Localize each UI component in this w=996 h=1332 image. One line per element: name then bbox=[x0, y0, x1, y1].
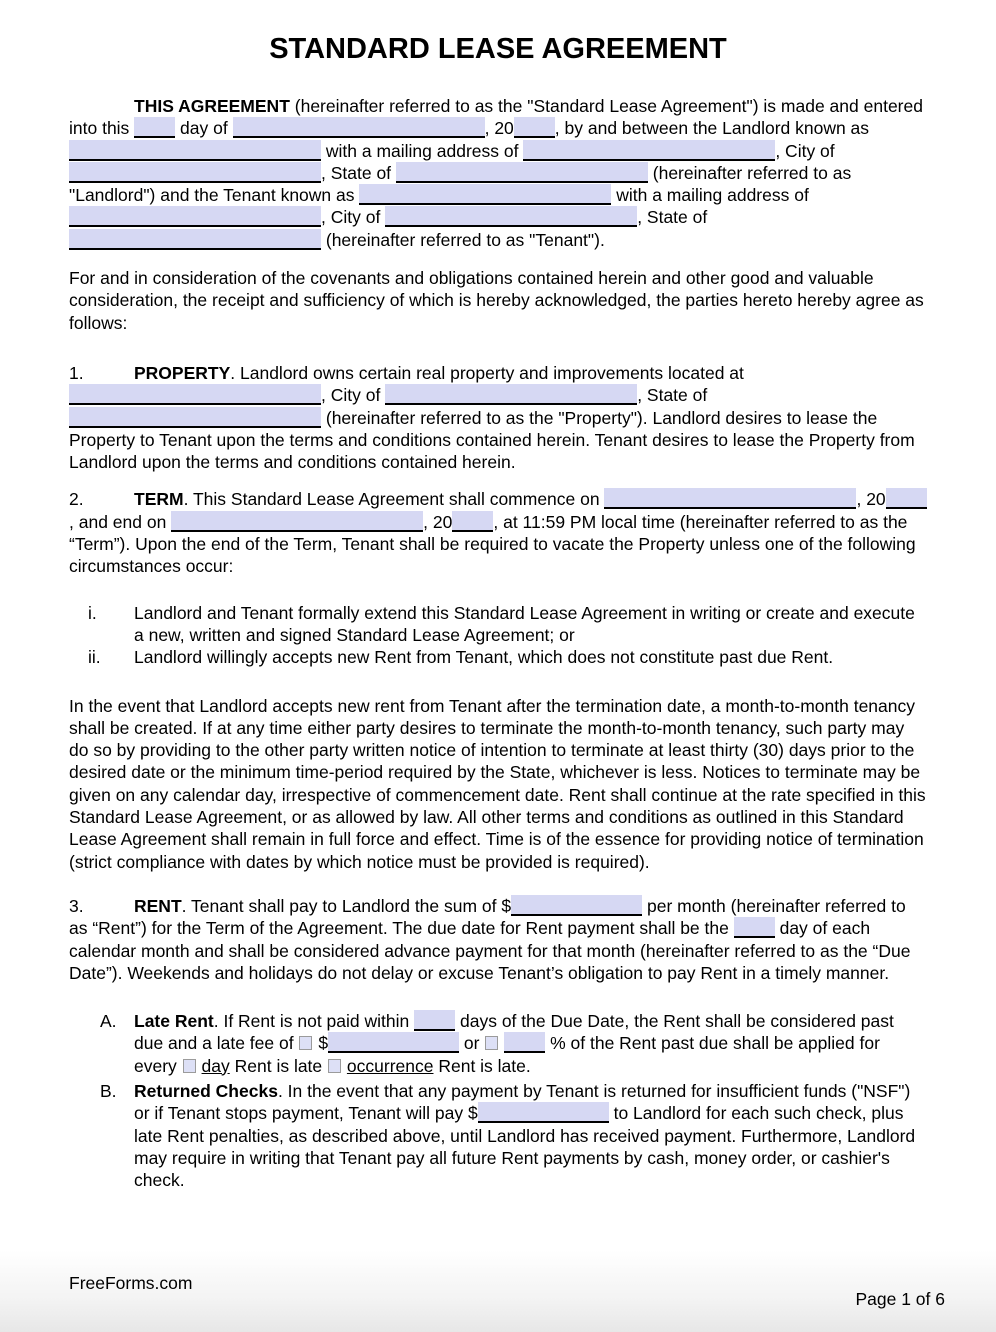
day-of-month-blank[interactable] bbox=[134, 117, 175, 138]
text-run: (hereinafter referred to as the "Property"). Landlord desires to lease the Property to Tenant upon the terms and conditions contained herein. Tenant desires to lease the Property from Landlord upon the terms and conditions contained herein. bbox=[69, 407, 915, 473]
landlord-name-blank[interactable] bbox=[69, 140, 321, 161]
text-run: . Landlord owns certain real property and improvements located at bbox=[230, 362, 744, 383]
text-run: , 20 bbox=[484, 118, 514, 139]
late-rent-item bbox=[69, 1010, 927, 1077]
list-marker: B. bbox=[100, 1080, 117, 1101]
text-run: , and end on bbox=[69, 511, 172, 532]
text-run: THIS AGREEMENT bbox=[134, 96, 290, 116]
start-year-blank[interactable] bbox=[886, 488, 927, 509]
year-blank[interactable] bbox=[514, 117, 555, 138]
late-fee-percent-blank[interactable] bbox=[504, 1032, 545, 1053]
text-run: day of bbox=[175, 118, 233, 139]
text-run: , City of bbox=[321, 207, 386, 228]
nsf-fee-blank[interactable] bbox=[478, 1102, 609, 1123]
late-days-blank[interactable] bbox=[414, 1010, 455, 1031]
text-run: . Tenant shall pay to Landlord the sum of $ bbox=[181, 895, 512, 916]
list-marker: 1. bbox=[69, 362, 84, 383]
consideration-paragraph bbox=[69, 267, 927, 334]
month-to-month-paragraph bbox=[69, 695, 927, 873]
document-body bbox=[69, 95, 927, 1191]
intro-paragraph bbox=[69, 95, 927, 251]
tenant-name-blank[interactable] bbox=[359, 184, 611, 205]
text-run: For and in consideration of the covenants and obligations contained herein and other good and valuable consideration, the receipt and sufficiency of which is hereby acknowledged, the parties hereto hereby agree as follows: bbox=[69, 268, 924, 333]
text-run: % of the Rent past due shall be applied for every bbox=[134, 1033, 880, 1076]
text-run: Late Rent bbox=[134, 1011, 214, 1032]
section-rent bbox=[69, 895, 927, 984]
end-year-blank[interactable] bbox=[452, 511, 493, 532]
term-extension-item bbox=[69, 602, 927, 647]
text-run: (hereinafter referred to as "Landlord") and the Tenant known as bbox=[69, 162, 852, 206]
tenant-street-blank[interactable] bbox=[69, 206, 321, 227]
landlord-street-blank[interactable] bbox=[523, 140, 775, 161]
text-run: per month (hereinafter referred to as “Rent”) for the Term of the Agreement. The due date for Rent payment shall be the bbox=[69, 895, 906, 939]
text-run: or bbox=[459, 1033, 485, 1054]
month-blank[interactable] bbox=[233, 117, 485, 138]
per-day-checkbox[interactable] bbox=[183, 1059, 196, 1073]
text-run: , by and between the Landlord known as bbox=[554, 118, 870, 139]
text-run: Returned Checks bbox=[134, 1080, 278, 1101]
page-number: Page 1 of 6 bbox=[855, 1289, 945, 1309]
text-run: to Landlord for each such check, plus late Rent penalties, as described above, until Landlord has received payment. Furthermore, Landlord may require in writing that Tenant pay all future Rent payments by cash, money order, or cashier's check. bbox=[134, 1103, 916, 1191]
landlord-city-blank[interactable] bbox=[69, 162, 321, 183]
text-run: , City of bbox=[321, 385, 386, 406]
property-state-blank[interactable] bbox=[69, 407, 321, 428]
text-run: , 20 bbox=[423, 511, 453, 532]
text-run: day bbox=[201, 1055, 230, 1076]
late-fee-percent-checkbox[interactable] bbox=[485, 1036, 498, 1050]
text-run: with a mailing address of bbox=[321, 140, 524, 161]
term-rent-item bbox=[69, 646, 927, 668]
text-run: . This Standard Lease Agreement shall commence on bbox=[183, 489, 605, 510]
start-date-blank[interactable] bbox=[604, 488, 856, 509]
text-run: , State of bbox=[637, 385, 708, 406]
per-occurrence-checkbox[interactable] bbox=[328, 1059, 341, 1073]
text-run: Rent is late bbox=[229, 1055, 328, 1076]
text-run: PROPERTY bbox=[134, 362, 231, 383]
text-run: , 20 bbox=[856, 489, 886, 510]
list-marker: A. bbox=[100, 1011, 117, 1032]
footer-brand: FreeForms.com bbox=[69, 1273, 193, 1293]
late-fee-amount-checkbox[interactable] bbox=[299, 1036, 312, 1050]
property-city-blank[interactable] bbox=[385, 384, 637, 405]
text-run: , at 11:59 PM local time (hereinafter referred to as the “Term”). Upon the end of the Term, Tenant shall be required to vacate the Property unless one of the following circumstances occur: bbox=[69, 511, 916, 577]
end-date-blank[interactable] bbox=[171, 511, 423, 532]
text-run: TERM bbox=[134, 489, 184, 510]
text-run: occurrence bbox=[346, 1055, 434, 1076]
text-run: . In the event that any payment by Tenant is returned for insufficient funds ("NSF") or if Tenant stops payment, Tenant will pay $ bbox=[134, 1080, 911, 1124]
text-run: RENT bbox=[134, 895, 182, 916]
tenant-state-blank[interactable] bbox=[69, 229, 321, 250]
section-property bbox=[69, 362, 927, 473]
property-street-blank[interactable] bbox=[69, 384, 321, 405]
landlord-state-blank[interactable] bbox=[396, 162, 648, 183]
text-run: day of each calendar month and shall be considered advance payment for that month (hereinafter referred to as the “Due Date”). Weekends and holidays do not delay or excuse Tenant’s obligation to pay Rent in a timely manner. bbox=[69, 918, 911, 983]
list-marker: 2. bbox=[69, 489, 84, 510]
text-run: (hereinafter referred to as "Tenant"). bbox=[321, 229, 605, 250]
list-marker: i. bbox=[88, 602, 97, 623]
text-run: , City of bbox=[775, 140, 835, 161]
text-run: Rent is late. bbox=[433, 1055, 531, 1076]
list-marker: ii. bbox=[88, 647, 101, 668]
section-term bbox=[69, 488, 927, 577]
text-run: , State of bbox=[637, 207, 708, 228]
returned-checks-item bbox=[69, 1080, 927, 1191]
text-run: . If Rent is not paid within bbox=[213, 1011, 415, 1032]
text-run: Landlord and Tenant formally extend this Standard Lease Agreement in writing or create and execute a new, written and signed Standard Lease Agreement; or bbox=[134, 602, 915, 645]
late-fee-amount-blank[interactable] bbox=[328, 1032, 459, 1053]
text-run: $ bbox=[313, 1033, 329, 1054]
rent-due-day-blank[interactable] bbox=[734, 917, 775, 938]
monthly-rent-amount-blank[interactable] bbox=[511, 895, 642, 916]
text-run: days of the Due Date, the Rent shall be considered past due and a late fee of bbox=[134, 1011, 894, 1054]
text-run: Landlord willingly accepts new Rent from Tenant, which does not constitute past due Rent. bbox=[134, 647, 834, 668]
page-title: STANDARD LEASE AGREEMENT bbox=[269, 33, 727, 65]
text-run: (hereinafter referred to as the "Standard Lease Agreement") is made and entered into this bbox=[69, 96, 923, 139]
text-run: In the event that Landlord accepts new rent from Tenant after the termination date, a month-to-month tenancy shall be created. If at any time either party desires to terminate the month-to-month tenancy, such party may do so by providing to the other party written notice of intention to terminate at least thirty (30) days prior to the desired date or the minimum time-period required by the State, whichever is less. Notices to terminate may be given on any calendar day, irrespective of commencement date. Rent shall continue at the rate specified in this Standard Lease Agreement, or as allowed by law. All other terms and conditions as outlined in this Standard Lease Agreement shall remain in full force and effect. Time is of the essence for providing notice of termination (strict compliance with dates by which notice must be provided is required). bbox=[69, 695, 926, 872]
list-marker: 3. bbox=[69, 895, 84, 916]
text-run: with a mailing address of bbox=[611, 185, 809, 206]
text-run: , State of bbox=[321, 162, 396, 183]
tenant-city-blank[interactable] bbox=[385, 206, 637, 227]
